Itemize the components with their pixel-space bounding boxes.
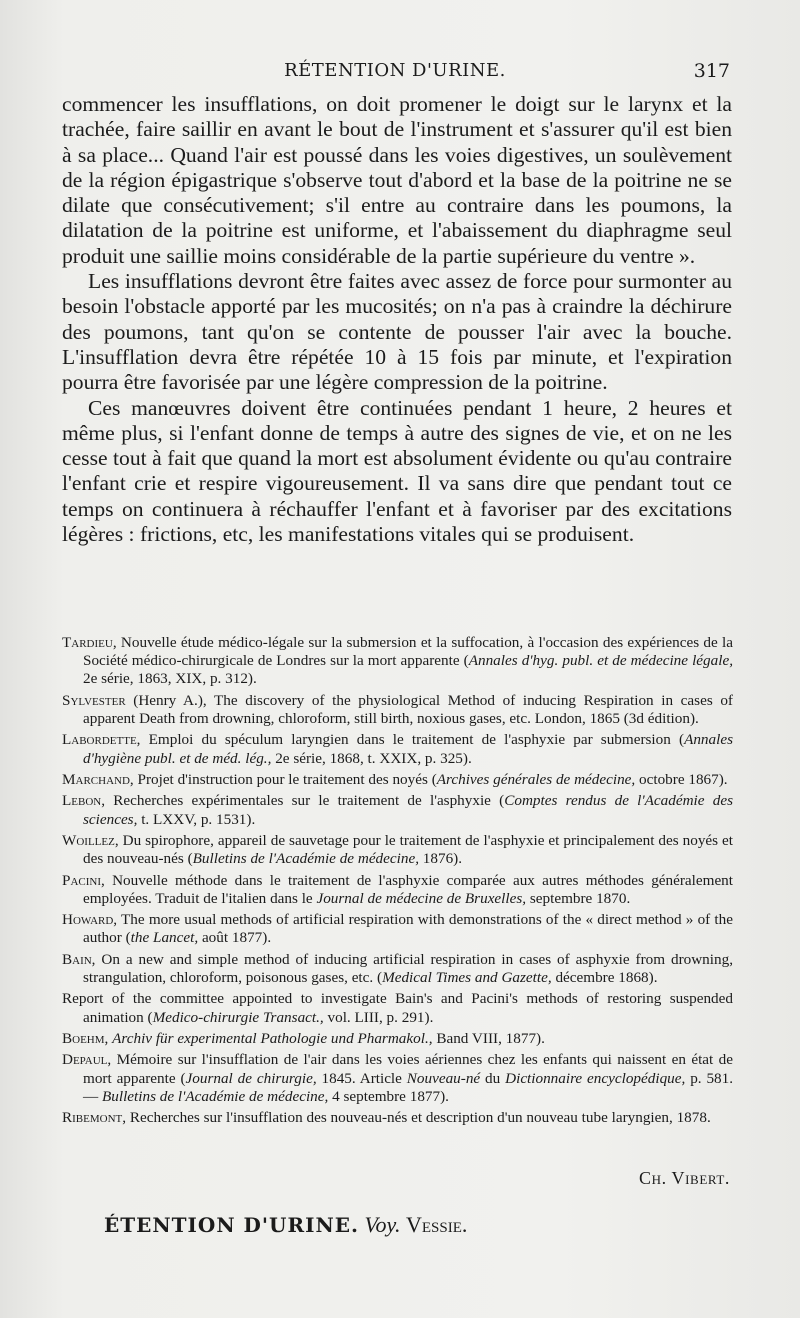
reference-entry: Ribemont, Recherches sur l'insufflation des nouveau-nés et description d'un nouveau tube laryngien, 1878. <box>62 1109 711 1127</box>
body-text <box>62 92 732 547</box>
reference-entry: Marchand, Projet d'instruction pour le traitement des noyés (Archives générales de médecine, octobre 1867). <box>62 770 728 788</box>
reference-title: Journal de chirurgie, <box>185 1069 317 1087</box>
page-number: 317 <box>693 60 730 82</box>
reference-entry: Woillez, Du spirophore, appareil de sauvetage pour le traitement de l'asphyxie et principalement des noyés et des nouveau-nés (Bulletins de l'Académie de médecine, 1876). <box>62 831 733 868</box>
reference-title: Journal de médecine de Bruxelles, <box>316 889 527 907</box>
reference-entry: Bain, On a new and simple method of inducing artificial respiration in cases of asphyxie from drowning, strangulation, chloroform, poisonous gases, etc. (Medical Times and Gazette, décembre 1868). <box>62 950 733 986</box>
reference-author: Pacini, <box>62 871 105 889</box>
reference-title: Archives générales de médecine, <box>436 770 636 788</box>
cross-reference-entry <box>104 1212 467 1238</box>
reference-title: Medical Times and Gazette, <box>382 968 552 986</box>
running-title: RÉTENTION D'URINE. <box>284 60 506 81</box>
reference-entry: Boehm, Archiv für experimental Pathologie und Pharmakol., Band VIII, 1877). <box>62 1029 545 1047</box>
reference-title: Bulletins de l'Académie de médecine, <box>101 1087 329 1105</box>
reference-author: Depaul, <box>62 1051 112 1069</box>
reference-entry: Sylvester (Henry A.), The discovery of the physiological Method of inducing Respiration in cases of apparent Death from drowning, chloroform, still birth, noxious gases, etc. London, 1865 (3d édition). <box>62 691 733 727</box>
reference-title: the Lancet, <box>130 929 199 947</box>
reference-entry: Pacini, Nouvelle méthode dans le traitement de l'asphyxie comparée aux autres méthodes généralement employées. Traduit de l'italien dans le Journal de médecine de Bruxelles, septembre 1870. <box>62 871 733 907</box>
reference-author: Lebon, <box>62 792 106 810</box>
reference-entry: Tardieu, Nouvelle étude médico-légale sur la submersion et la suffocation, à l'occasion des expériences de la Société médico-chirurgicale de Londres sur la mort apparente (Annales d'hyg. publ. et de médecine légale, 2e série, 1863, XIX, p. 312). <box>62 634 733 688</box>
reference-title: Comptes rendus de l'Académie des sciences, <box>83 792 733 828</box>
reference-entry: Howard, The more usual methods of artificial respiration with demonstrations of the « direct method » of the author (the Lancet, août 1877). <box>62 911 733 947</box>
reference-author: Sylvester <box>62 691 126 709</box>
reference-entry: Depaul, Mémoire sur l'insufflation de l'air dans les voies aériennes chez les enfants qui naissent en état de mort apparente (Journal de chirurgie, 1845. Article Nouveau-né du Dictionnaire encyclopédique, p. 581. — Bulletins de l'Académie de médecine, 4 septembre 1877). <box>62 1051 734 1105</box>
reference-author: Howard, <box>62 911 118 929</box>
bibliography <box>62 634 733 1131</box>
page-header <box>60 58 730 86</box>
reference-title: Annales d'hygiène publ. et de méd. lég., <box>83 731 733 767</box>
author-signature: Ch. Vibert. <box>639 1168 730 1188</box>
paragraph: commencer les insufflations, on doit promener le doigt sur le larynx et la trachée, faire saillir en avant le bout de l'instrument et s'assurer qu'il est bien à sa place... Quand l'air est poussé dans les voies digestives, un soulèvement de la région épigastrique s'observe tout d'abord et la base de la poitrine ne se dilate que consécutivement; s'il entre au contraire dans les poumons, la dilatation de la poitrine est uniforme, et l'abaissement du diaphragme seul produit une saillie moins considérable de la partie supérieure du ventre ». <box>62 92 732 268</box>
paragraph: Ces manœuvres doivent être continuées pendant 1 heure, 2 heures et même plus, si l'enfant donne de temps à autre des signes de vie, et on ne les cesse tout à fait que quand la mort est absolument évidente ou qu'au contraire l'enfant crie et respire vigoureusement. Il va sans dire que pendant tout ce temps on continuera à réchauffer l'enfant et à favoriser par des excitations légères : frictions, etc, les manifestations vitales qui se produisent. <box>62 395 732 547</box>
reference-entry: Report of the committee appointed to investigate Bain's and Pacini's methods of restoring suspended animation (Medico-chirurgie Transact., vol. LIII, p. 291). <box>62 990 733 1026</box>
reference-author: Boehm, <box>62 1029 109 1047</box>
reference-title: Archiv für experimental Pathologie und Pharmakol., <box>112 1029 433 1047</box>
reference-author: Woillez, <box>62 831 119 849</box>
reference-author: Tardieu, <box>62 634 117 651</box>
reference-title: Nouveau-né <box>406 1069 481 1087</box>
reference-title: Bulletins de l'Académie de médecine, <box>192 850 419 868</box>
reference-title: Annales d'hyg. publ. et de médecine légale, <box>468 652 733 670</box>
paragraph: Les insufflations devront être faites avec assez de force pour surmonter au besoin l'obstacle apporté par les mucosités; on n'a pas à craindre la déchirure des poumons, tant qu'on se contente de pousser l'air avec la bouche. L'insufflation devra être répétée 10 à 15 fois par minute, et l'expiration pourra être favorisée par une légère compression de la poitrine. <box>62 269 732 395</box>
reference-entry: Labordette, Emploi du spéculum laryngien dans le traitement de l'asphyxie par submersion (Annales d'hygiène publ. et de méd. lég., 2e série, 1868, t. XXIX, p. 325). <box>62 731 733 767</box>
reference-author: Labordette, <box>62 731 141 749</box>
entry-voy: Voy. <box>364 1212 401 1237</box>
reference-title: Medico-chirurgie Transact., <box>152 1008 324 1026</box>
entry-headword: ÉTENTION D'URINE. <box>104 1213 359 1237</box>
reference-author: Marchand, <box>62 770 134 788</box>
reference-entry: Lebon, Recherches expérimentales sur le traitement de l'asphyxie (Comptes rendus de l'Académie des sciences, t. LXXV, p. 1531). <box>62 792 733 828</box>
reference-author: Ribemont, <box>62 1109 127 1127</box>
reference-author: Bain, <box>62 950 96 968</box>
reference-title: Dictionnaire encyclopédique, <box>505 1069 686 1087</box>
entry-target: Vessie. <box>406 1212 468 1237</box>
